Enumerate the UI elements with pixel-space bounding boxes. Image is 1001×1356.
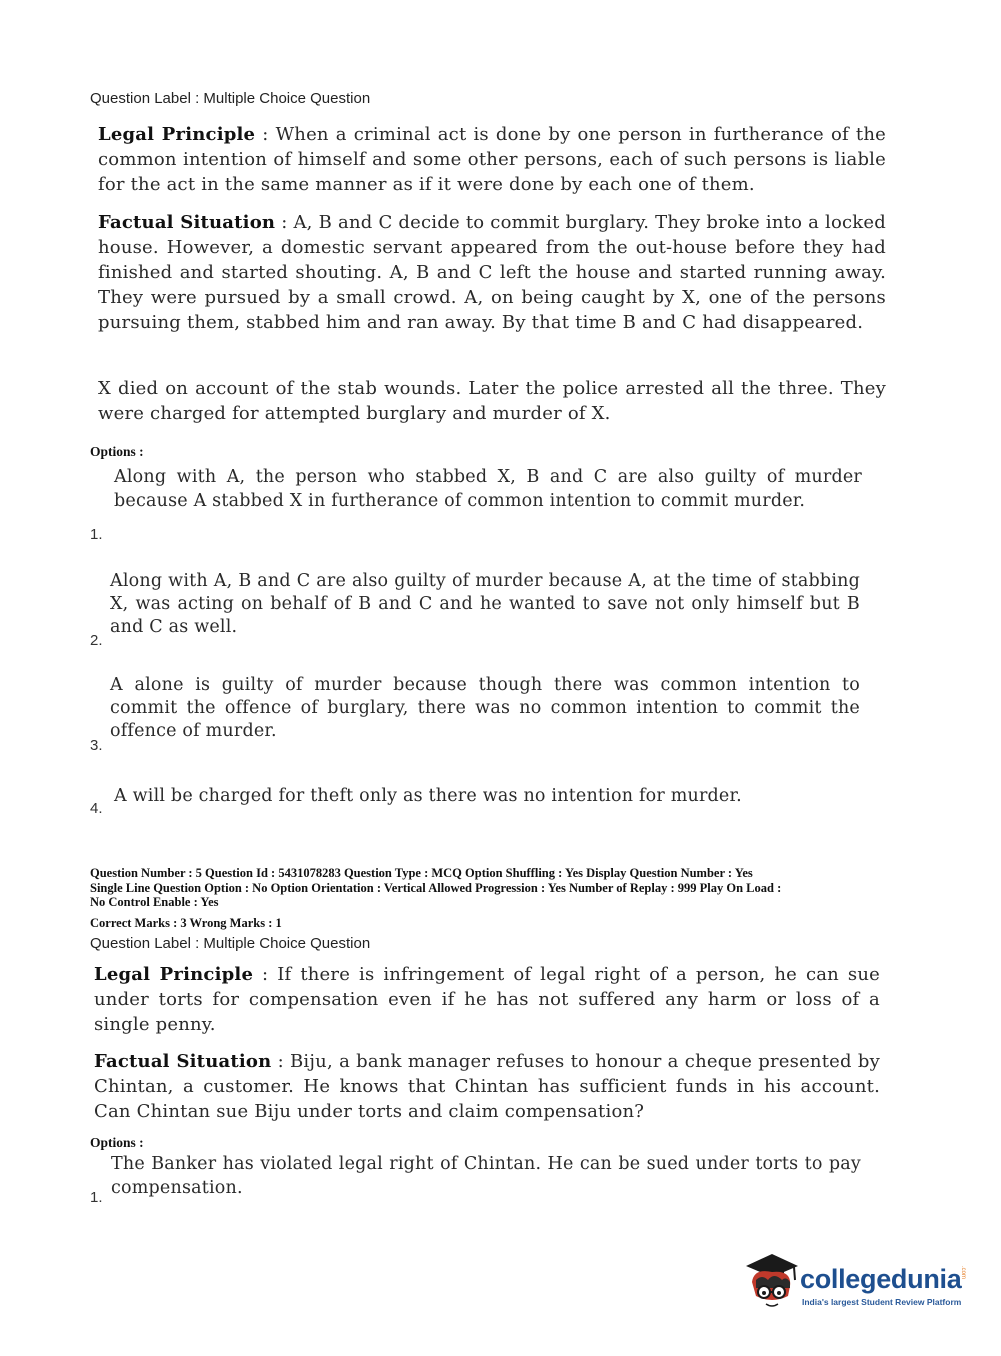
legal-principle	[94, 962, 880, 1037]
factual-situation	[98, 210, 886, 335]
legal-principle-title: Legal Principle	[94, 964, 254, 985]
factual-situation-title: Factual Situation	[94, 1051, 272, 1072]
legal-principle-text: : When a criminal act is done by one person in furtherance of the common intention of himself and some other persons, each of such persons is liable for the act in the same manner as if it were done by each one of them.	[98, 124, 886, 195]
option-number: 1.	[90, 526, 103, 543]
option-text[interactable]: The Banker has violated legal right of Chintan. He can be sued under torts to pay compensation.	[111, 1154, 861, 1198]
option-text[interactable]: Along with A, B and C are also guilty of murder because A, at the time of stabbing X, was acting on behalf of B and C and he wanted to save not only himself but B and C as well.	[110, 571, 860, 637]
question-label: Question Label : Multiple Choice Question	[90, 90, 371, 107]
legal-principle	[98, 122, 886, 197]
question-meta-line: Question Number : 5 Question Id : 5431078283 Question Type : MCQ Option Shuffling : Yes Display Question Number : Yes	[90, 866, 753, 880]
options-label: Options :	[90, 444, 144, 459]
factual-situation	[94, 1049, 880, 1124]
question-meta-line: Single Line Question Option : No Option Orientation : Vertical Allowed Progression : Yes Number of Replay : 999 Play On Load :	[90, 880, 782, 895]
logo-com: .com	[960, 1266, 966, 1280]
factual-situation-title: Factual Situation	[98, 212, 276, 233]
logo-brand: collegedunia	[800, 1264, 962, 1294]
collegedunia-logo[interactable]	[742, 1250, 972, 1320]
option-text[interactable]: Along with A, the person who stabbed X, B and C are also guilty of murder because A stabbed X in furtherance of common intention to commit murder.	[114, 467, 862, 511]
logo-tagline: India's largest Student Review Platform	[802, 1297, 962, 1307]
question-meta	[90, 866, 920, 910]
options-label: Options :	[90, 1135, 144, 1150]
option-text[interactable]: A alone is guilty of murder because though there was common intention to commit the offence of burglary, there was no common intention to commit the offence of murder.	[110, 675, 860, 741]
factual-situation-text: : A, B and C decide to commit burglary. They broke into a locked house. However, a domestic servant appeared from the out-house before they had finished and started shouting. A, B and C left the house and started running away. They were pursued by a small crowd. A, on being caught by X, one of the persons pursuing them, stabbed him and ran away. By that time B and C had disappeared.	[98, 212, 886, 333]
legal-principle-text: : If there is infringement of legal right of a person, he can sue under torts for compensation even if he has not suffered any harm or loss of a single penny.	[94, 964, 880, 1035]
question-meta-line: No Control Enable : Yes	[90, 895, 219, 909]
factual-situation-continued: X died on account of the stab wounds. Later the police arrested all the three. They were charged for attempted burglary and murder of X.	[98, 378, 886, 424]
question-label: Question Label : Multiple Choice Question	[90, 935, 371, 952]
option-number: 1.	[90, 1189, 103, 1206]
factual-situation-text: : Biju, a bank manager refuses to honour a cheque presented by Chintan, a customer. He knows that Chintan has sufficient funds in his account. Can Chintan sue Biju under torts and claim compensation?	[94, 1051, 880, 1122]
option-number: 4.	[90, 800, 103, 817]
option-text[interactable]: A will be charged for theft only as there was no intention for murder.	[114, 786, 742, 806]
marks-info: Correct Marks : 3 Wrong Marks : 1	[90, 916, 282, 930]
option-number: 3.	[90, 737, 103, 754]
legal-principle-title: Legal Principle	[98, 124, 256, 145]
mascot-icon	[742, 1250, 800, 1314]
option-number: 2.	[90, 632, 103, 649]
